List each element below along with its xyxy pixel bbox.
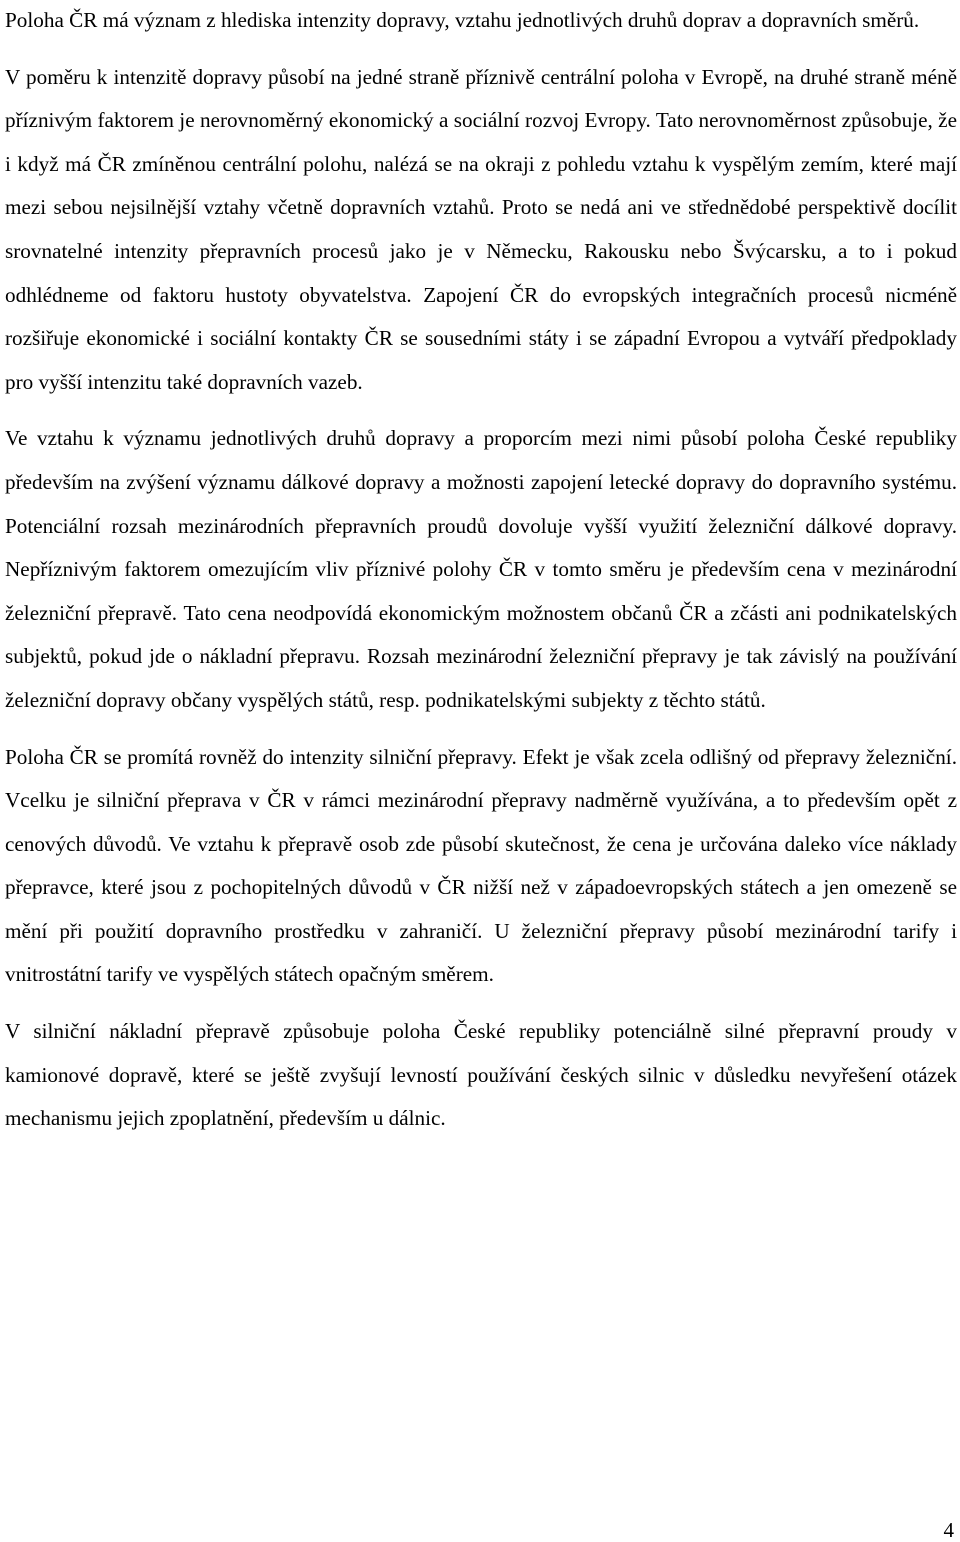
paragraph-5: V silniční nákladní přepravě způsobuje poloha České republiky potenciálně silné přepravní proudy v kamionové dopravě, které se ještě zvyšují levností používání českých silnic v důsledku nevyřešení otázek mechanismu jejich zpoplatnění, především u dálnic. — [5, 1019, 957, 1131]
paragraph-4: Poloha ČR se promítá rovněž do intenzity silniční přepravy. Efekt je však zcela odlišný od přepravy železniční. Vcelku je silniční přeprava v ČR v rámci mezinárodní přepravy nadměrně využívána, a to především opět z cenových důvodů. Ve vztahu k přepravě osob zde působí skutečnost, že cena je určována daleko více náklady přepravce, které jsou z pochopitelných důvodů v ČR nižší než v západoevropských státech a jen omezeně se mění při použití dopravního prostředku v zahraničí. U železniční přepravy působí mezinárodní tarify i vnitrostátní tarify ve vyspělých státech opačným směrem. — [5, 744, 957, 987]
paragraph-3: Ve vztahu k významu jednotlivých druhů dopravy a proporcím mezi nimi působí poloha České republiky především na zvýšení významu dálkové dopravy a možnosti zapojení letecké dopravy do dopravního systému. Potenciální rozsah mezinárodních přepravních proudů dovoluje vyšší využití železniční dálkové dopravy. Nepříznivým faktorem omezujícím vliv příznivé polohy ČR v tomto směru je především cena v mezinárodní železniční přepravě. Tato cena neodpovídá ekonomickým možnostem občanů ČR a zčásti ani podnikatelských subjektů, pokud jde o nákladní přepravu. Rozsah mezinárodní železniční přepravy je tak závislý na používání železniční dopravy občany vyspělých států, resp. podnikatelskými subjekty z těchto států. — [5, 426, 957, 712]
document-body — [5, 0, 957, 1154]
paragraph-2: V poměru k intenzitě dopravy působí na jedné straně příznivě centrální poloha v Evropě, na druhé straně méně příznivým faktorem je nerovnoměrný ekonomický a sociální rozvoj Evropy. Tato nerovnoměrnost způsobuje, že i když má ČR zmíněnou centrální polohu, nalézá se na okraji z pohledu vztahu k vyspělým zemím, které mají mezi sebou nejsilnější vztahy včetně dopravních vztahů. Proto se nedá ani ve střednědobé perspektivě docílit srovnatelné intenzity přepravních procesů jako je v Německu, Rakousku nebo Švýcarsku, a to i pokud odhlédneme od faktoru hustoty obyvatelstva. Zapojení ČR do evropských integračních procesů nicméně rozšiřuje ekonomické i sociální kontakty ČR se sousedními státy i se západní Evropou a vytváří předpoklady pro vyšší intenzitu také dopravních vazeb. — [5, 64, 957, 394]
page-number: 4 — [943, 1518, 954, 1542]
paragraph-1: Poloha ČR má význam z hlediska intenzity dopravy, vztahu jednotlivých druhů doprav a dopravních směrů. — [5, 8, 920, 32]
